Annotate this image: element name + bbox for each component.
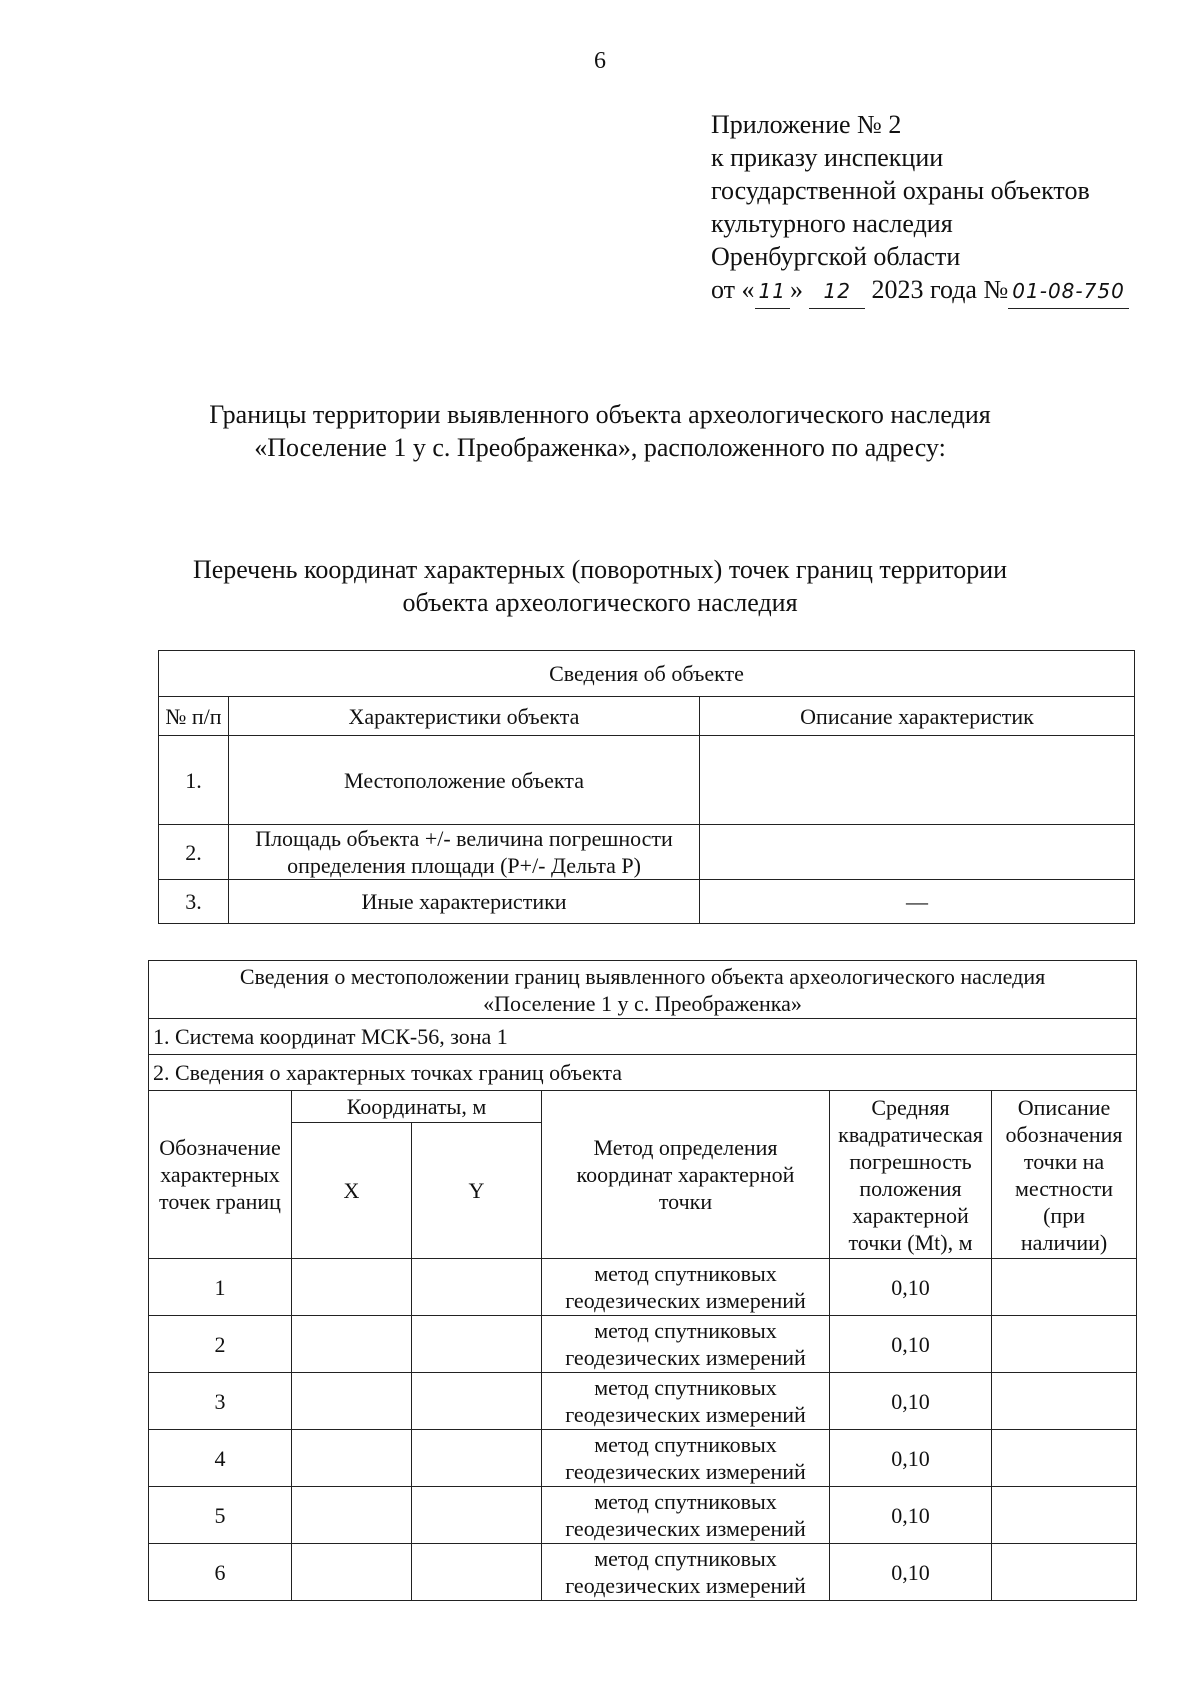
table-row (149, 1487, 1137, 1544)
column-header: Характеристики объекта (229, 697, 700, 736)
method-line: метод спутниковых (594, 1261, 777, 1286)
row-number: 2. (159, 825, 229, 880)
header-line: координат характерной (576, 1162, 795, 1187)
date-prefix: от « (711, 275, 755, 304)
mt-value: 0,10 (830, 1316, 992, 1373)
y-value (412, 1544, 542, 1601)
characteristic-description: — (700, 880, 1135, 924)
document-title-line: «Поселение 1 у с. Преображенка», расположенного по адресу: (254, 433, 946, 462)
method-cell (542, 1373, 830, 1430)
table-row (159, 825, 1135, 880)
method-cell (542, 1316, 830, 1373)
y-value (412, 1430, 542, 1487)
method-cell (542, 1487, 830, 1544)
order-date-line (711, 273, 1129, 309)
header-line: положения (859, 1175, 962, 1201)
appendix-line: государственной охраны объектов (711, 176, 1090, 205)
x-value (292, 1430, 412, 1487)
x-header: X (292, 1123, 412, 1259)
characteristic-description (700, 825, 1135, 880)
object-info-table (158, 650, 1135, 924)
x-value (292, 1373, 412, 1430)
order-day: 11 (755, 275, 790, 309)
method-line: метод спутниковых (594, 1546, 777, 1571)
order-year: 2023 года № (871, 275, 1009, 304)
y-value (412, 1259, 542, 1316)
header-line: Описание (1017, 1094, 1111, 1120)
point-description (992, 1259, 1137, 1316)
characteristic-name: Иные характеристики (229, 880, 700, 924)
column-header: № п/п (159, 697, 229, 736)
table-row (149, 1430, 1137, 1487)
table-row (159, 880, 1135, 924)
characteristic-description (700, 736, 1135, 825)
header-line: Обозначение (159, 1135, 281, 1160)
method-cell (542, 1259, 830, 1316)
table-row (149, 1544, 1137, 1601)
table-row (159, 736, 1135, 825)
y-value (412, 1373, 542, 1430)
method-line: метод спутниковых (594, 1489, 777, 1514)
appendix-block (711, 108, 1129, 309)
point-id: 2 (149, 1316, 292, 1373)
method-line: геодезических измерений (565, 1459, 806, 1484)
mt-value: 0,10 (830, 1544, 992, 1601)
coordinates-list-title-line: Перечень координат характерных (поворотных) точек границ территории (192, 555, 1008, 584)
header-line: наличии) (1020, 1229, 1108, 1255)
coordinate-system: 1. Система координат МСК-56, зона 1 (149, 1019, 1137, 1055)
header-line: (при (1043, 1202, 1085, 1228)
y-header: Y (412, 1123, 542, 1259)
order-month: 12 (809, 275, 864, 309)
page-number: 6 (594, 48, 606, 74)
header-line: характерных (160, 1162, 280, 1187)
header-line: точки (Mt), м (848, 1229, 973, 1255)
header-line: Средняя (871, 1094, 950, 1120)
header-line: местности (1014, 1175, 1114, 1201)
method-line: метод спутниковых (594, 1432, 777, 1457)
header-line: характерной (852, 1202, 969, 1228)
point-description (992, 1430, 1137, 1487)
mt-value: 0,10 (830, 1430, 992, 1487)
method-cell (542, 1544, 830, 1601)
point-description (992, 1316, 1137, 1373)
mt-value: 0,10 (830, 1373, 992, 1430)
column-header: Описание характеристик (700, 697, 1135, 736)
point-id: 4 (149, 1430, 292, 1487)
characteristic-name: Местоположение объекта (229, 736, 700, 825)
table-row (149, 1259, 1137, 1316)
location-caption-line: Сведения о местоположении границ выявленного объекта археологического наследия (239, 963, 1046, 989)
header-line: Метод определения (593, 1135, 778, 1160)
table-row (149, 1316, 1137, 1373)
method-line: геодезических измерений (565, 1573, 806, 1598)
characteristic-name-line: Площадь объекта +/- величина погрешности (255, 826, 673, 851)
x-value (292, 1259, 412, 1316)
x-value (292, 1316, 412, 1373)
method-line: геодезических измерений (565, 1288, 806, 1313)
point-description (992, 1544, 1137, 1601)
header-line: квадратическая (838, 1121, 983, 1147)
header-line: погрешность (849, 1148, 972, 1174)
method-line: геодезических измерений (565, 1402, 806, 1427)
x-value (292, 1544, 412, 1601)
characteristic-name (229, 825, 700, 880)
row-number: 1. (159, 736, 229, 825)
order-number: 01-08-750 (1008, 275, 1129, 309)
y-value (412, 1487, 542, 1544)
document-title-line: Границы территории выявленного объекта археологического наследия (209, 400, 991, 429)
point-description-header (992, 1091, 1137, 1259)
mt-value: 0,10 (830, 1259, 992, 1316)
location-caption (149, 961, 1137, 1019)
point-id: 1 (149, 1259, 292, 1316)
method-line: геодезических измерений (565, 1345, 806, 1370)
method-line: метод спутниковых (594, 1375, 777, 1400)
appendix-title: Приложение № 2 (711, 110, 902, 139)
method-cell (542, 1430, 830, 1487)
document-title (0, 398, 1200, 464)
coordinates-list-title-line: объекта археологического наследия (402, 588, 798, 617)
location-caption-line: «Поселение 1 у с. Преображенка» (483, 990, 802, 1016)
mt-error-header (830, 1091, 992, 1259)
appendix-line: Оренбургской области (711, 242, 961, 271)
header-line: обозначения (1005, 1121, 1123, 1147)
point-description (992, 1373, 1137, 1430)
method-line: метод спутниковых (594, 1318, 777, 1343)
point-id: 3 (149, 1373, 292, 1430)
y-value (412, 1316, 542, 1373)
date-quote-close: » (789, 275, 803, 304)
header-line: точки (658, 1189, 713, 1214)
object-info-caption: Сведения об объекте (159, 651, 1135, 697)
characteristic-name-line: определения площади (Р+/- Дельта Р) (287, 853, 641, 878)
designation-header (149, 1091, 292, 1259)
header-line: точки на (1023, 1148, 1105, 1174)
table-row (149, 1373, 1137, 1430)
boundary-coordinates-table (148, 960, 1137, 1601)
points-info-title: 2. Сведения о характерных точках границ объекта (149, 1055, 1137, 1091)
mt-value: 0,10 (830, 1487, 992, 1544)
appendix-line: к приказу инспекции (711, 143, 944, 172)
appendix-line: культурного наследия (711, 209, 953, 238)
point-id: 5 (149, 1487, 292, 1544)
method-line: геодезических измерений (565, 1516, 806, 1541)
row-number: 3. (159, 880, 229, 924)
coordinates-header: Координаты, м (292, 1091, 542, 1123)
method-header (542, 1091, 830, 1259)
point-id: 6 (149, 1544, 292, 1601)
x-value (292, 1487, 412, 1544)
coordinates-list-title (0, 553, 1200, 619)
header-line: точек границ (159, 1189, 281, 1214)
point-description (992, 1487, 1137, 1544)
